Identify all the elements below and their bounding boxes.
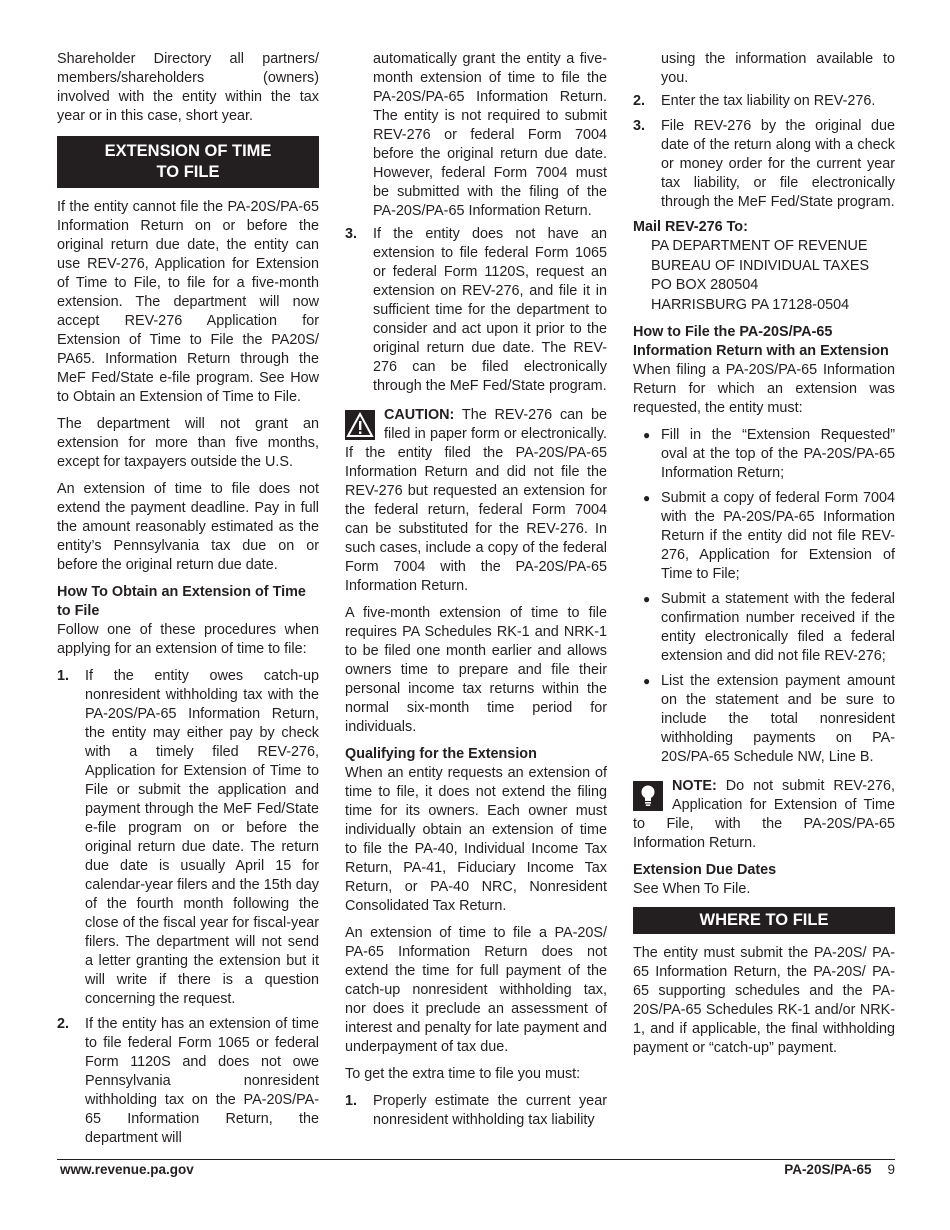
bullet-icon: ● [643, 428, 651, 442]
bullet-icon: ● [643, 491, 651, 505]
footer-website: www.revenue.pa.gov [60, 1162, 194, 1177]
subheading-qualifying: Qualifying for the Extension [345, 746, 537, 762]
warning-icon [345, 410, 375, 440]
intro-paragraph: Shareholder Directory all partners/ members/shareholders (owners) involved with the entity within the tax year or in this case, short year. [57, 51, 319, 124]
list-number: 3. [633, 118, 646, 134]
bullet-text: Submit a statement with the federal confirmation number received if the entity electronically filed a federal extension and did not file REV-276; [661, 591, 895, 664]
list-item [345, 225, 607, 396]
subheading-mail-to: Mail REV-276 To: [633, 219, 748, 235]
extension-paragraph-2: The department will not grant an extension for more than five months, except for taxpayers outside the U.S. [57, 416, 319, 470]
extension-paragraph-3: An extension of time to file does not extend the payment deadline. Pay in full the amount reasonably estimated as the entity’s Pennsylvania tax due on or before the original return due date. [57, 481, 319, 573]
list-number: 1. [57, 668, 70, 684]
list-number: 1. [345, 1093, 358, 1109]
bullet-item [633, 672, 895, 767]
list-item [345, 1092, 607, 1130]
list-number: 3. [345, 226, 358, 242]
subheading-due-dates: Extension Due Dates [633, 862, 777, 878]
footer-page-info [784, 1162, 895, 1177]
where-to-file-paragraph: The entity must submit the PA-20S/ PA-65 Information Return, the PA-20S/ PA-65 supporting schedules and the PA-20S/PA-65 Schedules RK-1 and/or NRK-1, and if applicable, the final withholding payment or “catch-up” payment. [633, 945, 895, 1056]
bullet-text: Fill in the “Extension Requested” oval at the top of the PA-20S/PA-65 Information Return; [661, 427, 895, 481]
section-banner-where-to-file: WHERE TO FILE [633, 907, 895, 934]
banner-line-1: EXTENSION OF TIME [104, 142, 272, 160]
address-line: PO BOX 280504 [651, 277, 759, 293]
list-text: Properly estimate the current year nonresident withholding tax liability [373, 1093, 607, 1128]
bullet-item [633, 426, 895, 483]
list-item [57, 667, 319, 1009]
list-text: Enter the tax liability on REV-276. [661, 93, 876, 109]
extension-paragraph-1: If the entity cannot file the PA-20S/PA-65 Information Return on or before the original return due date, the entity can use REV-276, Application for Extension of Time to File, to file for a five-month extension. The department will now accept REV-276 Application for Extension of Time to File the PA20S/ PA65. Information Return through the MeF Fed/State e-file program. See How to Obtain an Extension of Time to File. [57, 199, 319, 405]
list-continuation: automatically grant the entity a five-month extension of time to file the PA-20S/PA-65 Information Return. The entity is not required to submit REV-276 or federal Form 7004 before the original return due date. However, federal Form 7004 must be submitted with the filing of the PA-20S/PA-65 Information Return. [373, 51, 607, 219]
note-label: NOTE: [672, 778, 717, 794]
five-month-paragraph: A five-month extension of time to file requires PA Schedules RK-1 and NRK-1 to be filed one month earlier and allows owners time to prepare and file their personal income tax returns within the normal six-month time period for individuals. [345, 605, 607, 735]
mailing-address [633, 237, 895, 315]
footer-divider [57, 1159, 895, 1160]
page-number: 9 [887, 1162, 895, 1177]
bullet-text: Submit a copy of federal Form 7004 with the PA-20S/PA-65 Information Return if the entity did not file REV-276, Application for Extension of Time to File; [661, 490, 895, 582]
bullet-item [633, 489, 895, 584]
column-1 [57, 50, 319, 1154]
extra-time-intro: To get the extra time to file you must: [345, 1066, 581, 1082]
lightbulb-icon [633, 781, 663, 811]
list-number: 2. [633, 93, 646, 109]
caution-text: The REV-276 can be filed in paper form or electronically. If the entity filed the PA-20S/PA-65 Information Return and did not file the REV-276 but requested an extension for the federal return, federal Form 7004 can be substituted for the REV-276. In such cases, include a copy of the federal Form 7004 with the PA-20S/PA-65 Information Return. [345, 407, 607, 594]
list-number: 2. [57, 1016, 70, 1032]
column-2 [345, 50, 607, 1136]
list-text: If the entity has an extension of time to file federal Form 1065 or federal Form 1120S and does not owe Pennsylvania nonresident withholding tax on the PA-20S/PA-65 Information Return, the department will [85, 1016, 319, 1146]
list-item [57, 1015, 319, 1148]
bullet-item [633, 590, 895, 666]
column-3 [633, 50, 895, 1066]
procedures-intro: Follow one of these procedures when applying for an extension of time to file: [57, 622, 319, 657]
payment-paragraph: An extension of time to file a PA-20S/ PA-65 Information Return does not extend the time for full payment of the catch-up nonresident withholding tax, nor does it preclude an assessment of interest and penalty for late payment and underpayment of tax due. [345, 925, 607, 1055]
qualifying-paragraph: When an entity requests an extension of time to file, it does not extend the filing time for its owners. Each owner must individually obtain an extension of time to file the PA-40, Individual Income Tax Return, PA-41, Fiduciary Income Tax Return, or PA-40 NRC, Nonresident Consolidated Tax Return. [345, 765, 607, 914]
subheading-how-to-file: How to File the PA-20S/PA-65 Information Return with an Extension [633, 324, 889, 359]
list-text: If the entity owes catch-up nonresident withholding tax with the PA-20S/PA-65 Information Return, the entity may either pay by check with a timely filed REV-276, Application for Extension of Time to File or submit the application and payment through the MeF Fed/State e-file program on or before the original return due date. The return due date is usually April 15 for calendar-year filers and the 15th day of the fourth month following the close of the fiscal year for fiscal-year filers. The department will not send a letter granting the extension but it will write if there is a question concerning the request. [85, 668, 319, 1007]
list-continuation: using the information available to you. [661, 51, 895, 86]
bullet-text: List the extension payment amount on the statement and be sure to include the total nonresident withholding payments on PA-20S/PA-65 Schedule NW, Line B. [661, 673, 895, 765]
caution-block [345, 406, 607, 596]
section-banner-extension [57, 136, 319, 188]
note-text: Do not submit REV-276, Application for Extension of Time to File, with the PA-20S/PA-65 Information Return. [633, 778, 895, 851]
due-dates-text: See When To File. [633, 881, 751, 897]
bullet-icon: ● [643, 674, 651, 688]
note-block [633, 777, 895, 853]
footer-form-name: PA-20S/PA-65 [784, 1162, 872, 1177]
list-item [633, 117, 895, 212]
subheading-how-to-obtain: How To Obtain an Extension of Time to File [57, 584, 306, 619]
filing-intro: When filing a PA-20S/PA-65 Information Return for which an extension was requested, the entity must: [633, 362, 895, 416]
address-line: PA DEPARTMENT OF REVENUE [651, 238, 868, 254]
list-text: File REV-276 by the original due date of the return along with a check or money order for the current year tax liability, or file electronically through the MeF Fed/State program. [661, 118, 895, 210]
address-line: HARRISBURG PA 17128-0504 [651, 296, 850, 313]
list-item [633, 92, 895, 111]
list-text: If the entity does not have an extension to file federal Form 1065 or federal Form 1120S, request an extension on REV-276, and file it in sufficient time for the department to consider and act upon it prior to the original return due date. The REV-276 can be filed electronically through the MeF Fed/State program. [373, 226, 607, 394]
address-line: BUREAU OF INDIVIDUAL TAXES [651, 257, 870, 274]
caution-label: CAUTION: [384, 407, 455, 423]
bullet-icon: ● [643, 592, 651, 606]
banner-line-2: TO FILE [156, 163, 220, 181]
